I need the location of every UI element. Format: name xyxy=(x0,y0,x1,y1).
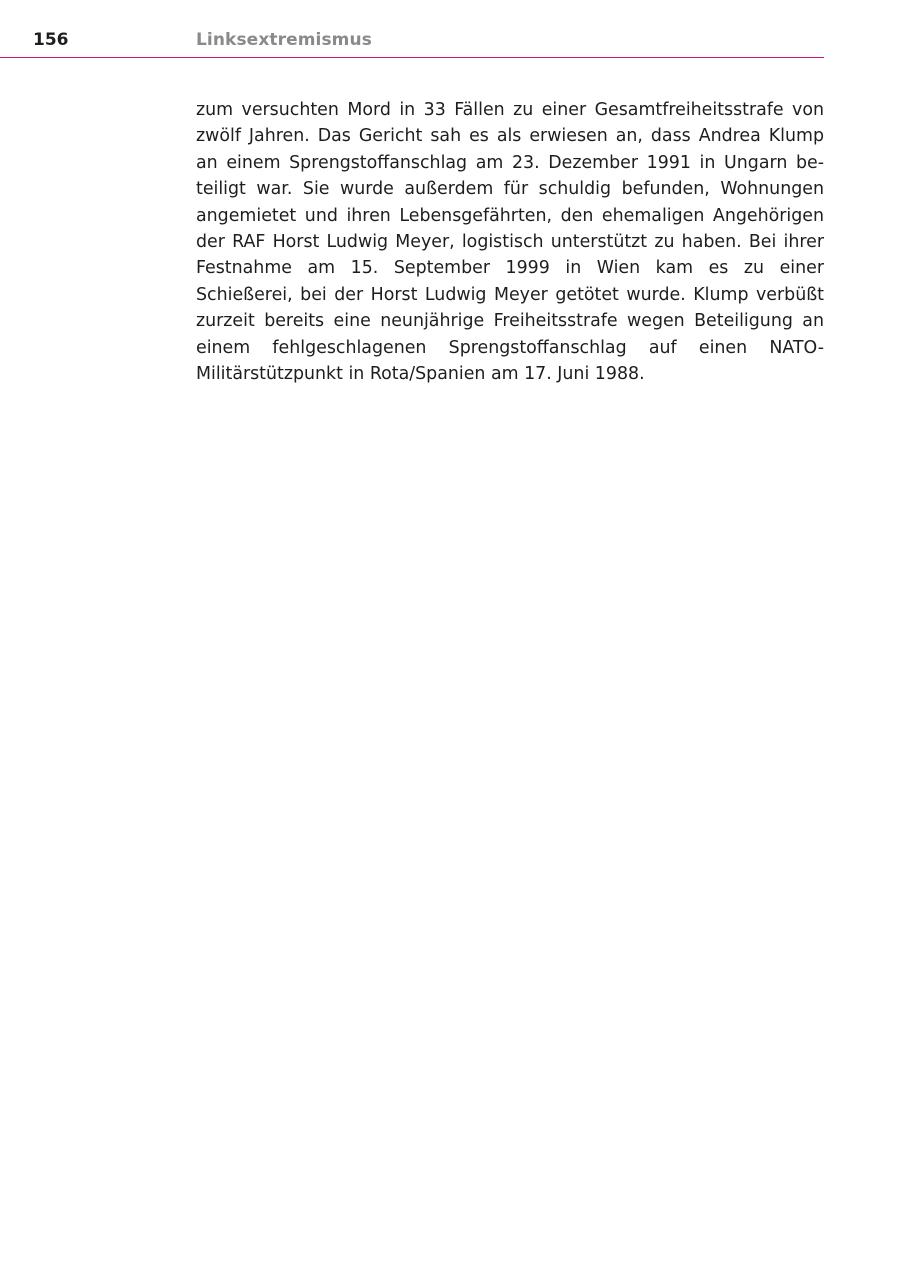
page-number: 156 xyxy=(33,30,69,50)
running-header xyxy=(0,28,824,58)
body-paragraph: zum versuchten Mord in 33 Fällen zu einer Gesamtfreiheitsstrafe von zwölf Jahren. Das Gericht sah es als erwiesen an, dass Andrea Klump an einem Sprengstoffanschlag am 23. Dezember 1991 in Ungarn beteiligt war. Sie wurde außerdem für schuldig befunden, Wohnungen angemietet und ihren Lebensgefährten, den ehemaligen Angehörigen der RAF Horst Ludwig Meyer, logistisch unterstützt zu haben. Bei ihrer Festnahme am 15. September 1999 in Wien kam es zu einer Schießerei, bei der Horst Ludwig Meyer getötet wurde. Klump verbüßt zurzeit bereits eine neunjährige Freiheitsstrafe wegen Beteiligung an einem fehlgeschlagenen Sprengstoffanschlag auf einen NATO-Militärstützpunkt in Rota/Spanien am 17. Juni 1988. xyxy=(196,100,824,385)
section-title: Linksextremismus xyxy=(196,30,372,50)
